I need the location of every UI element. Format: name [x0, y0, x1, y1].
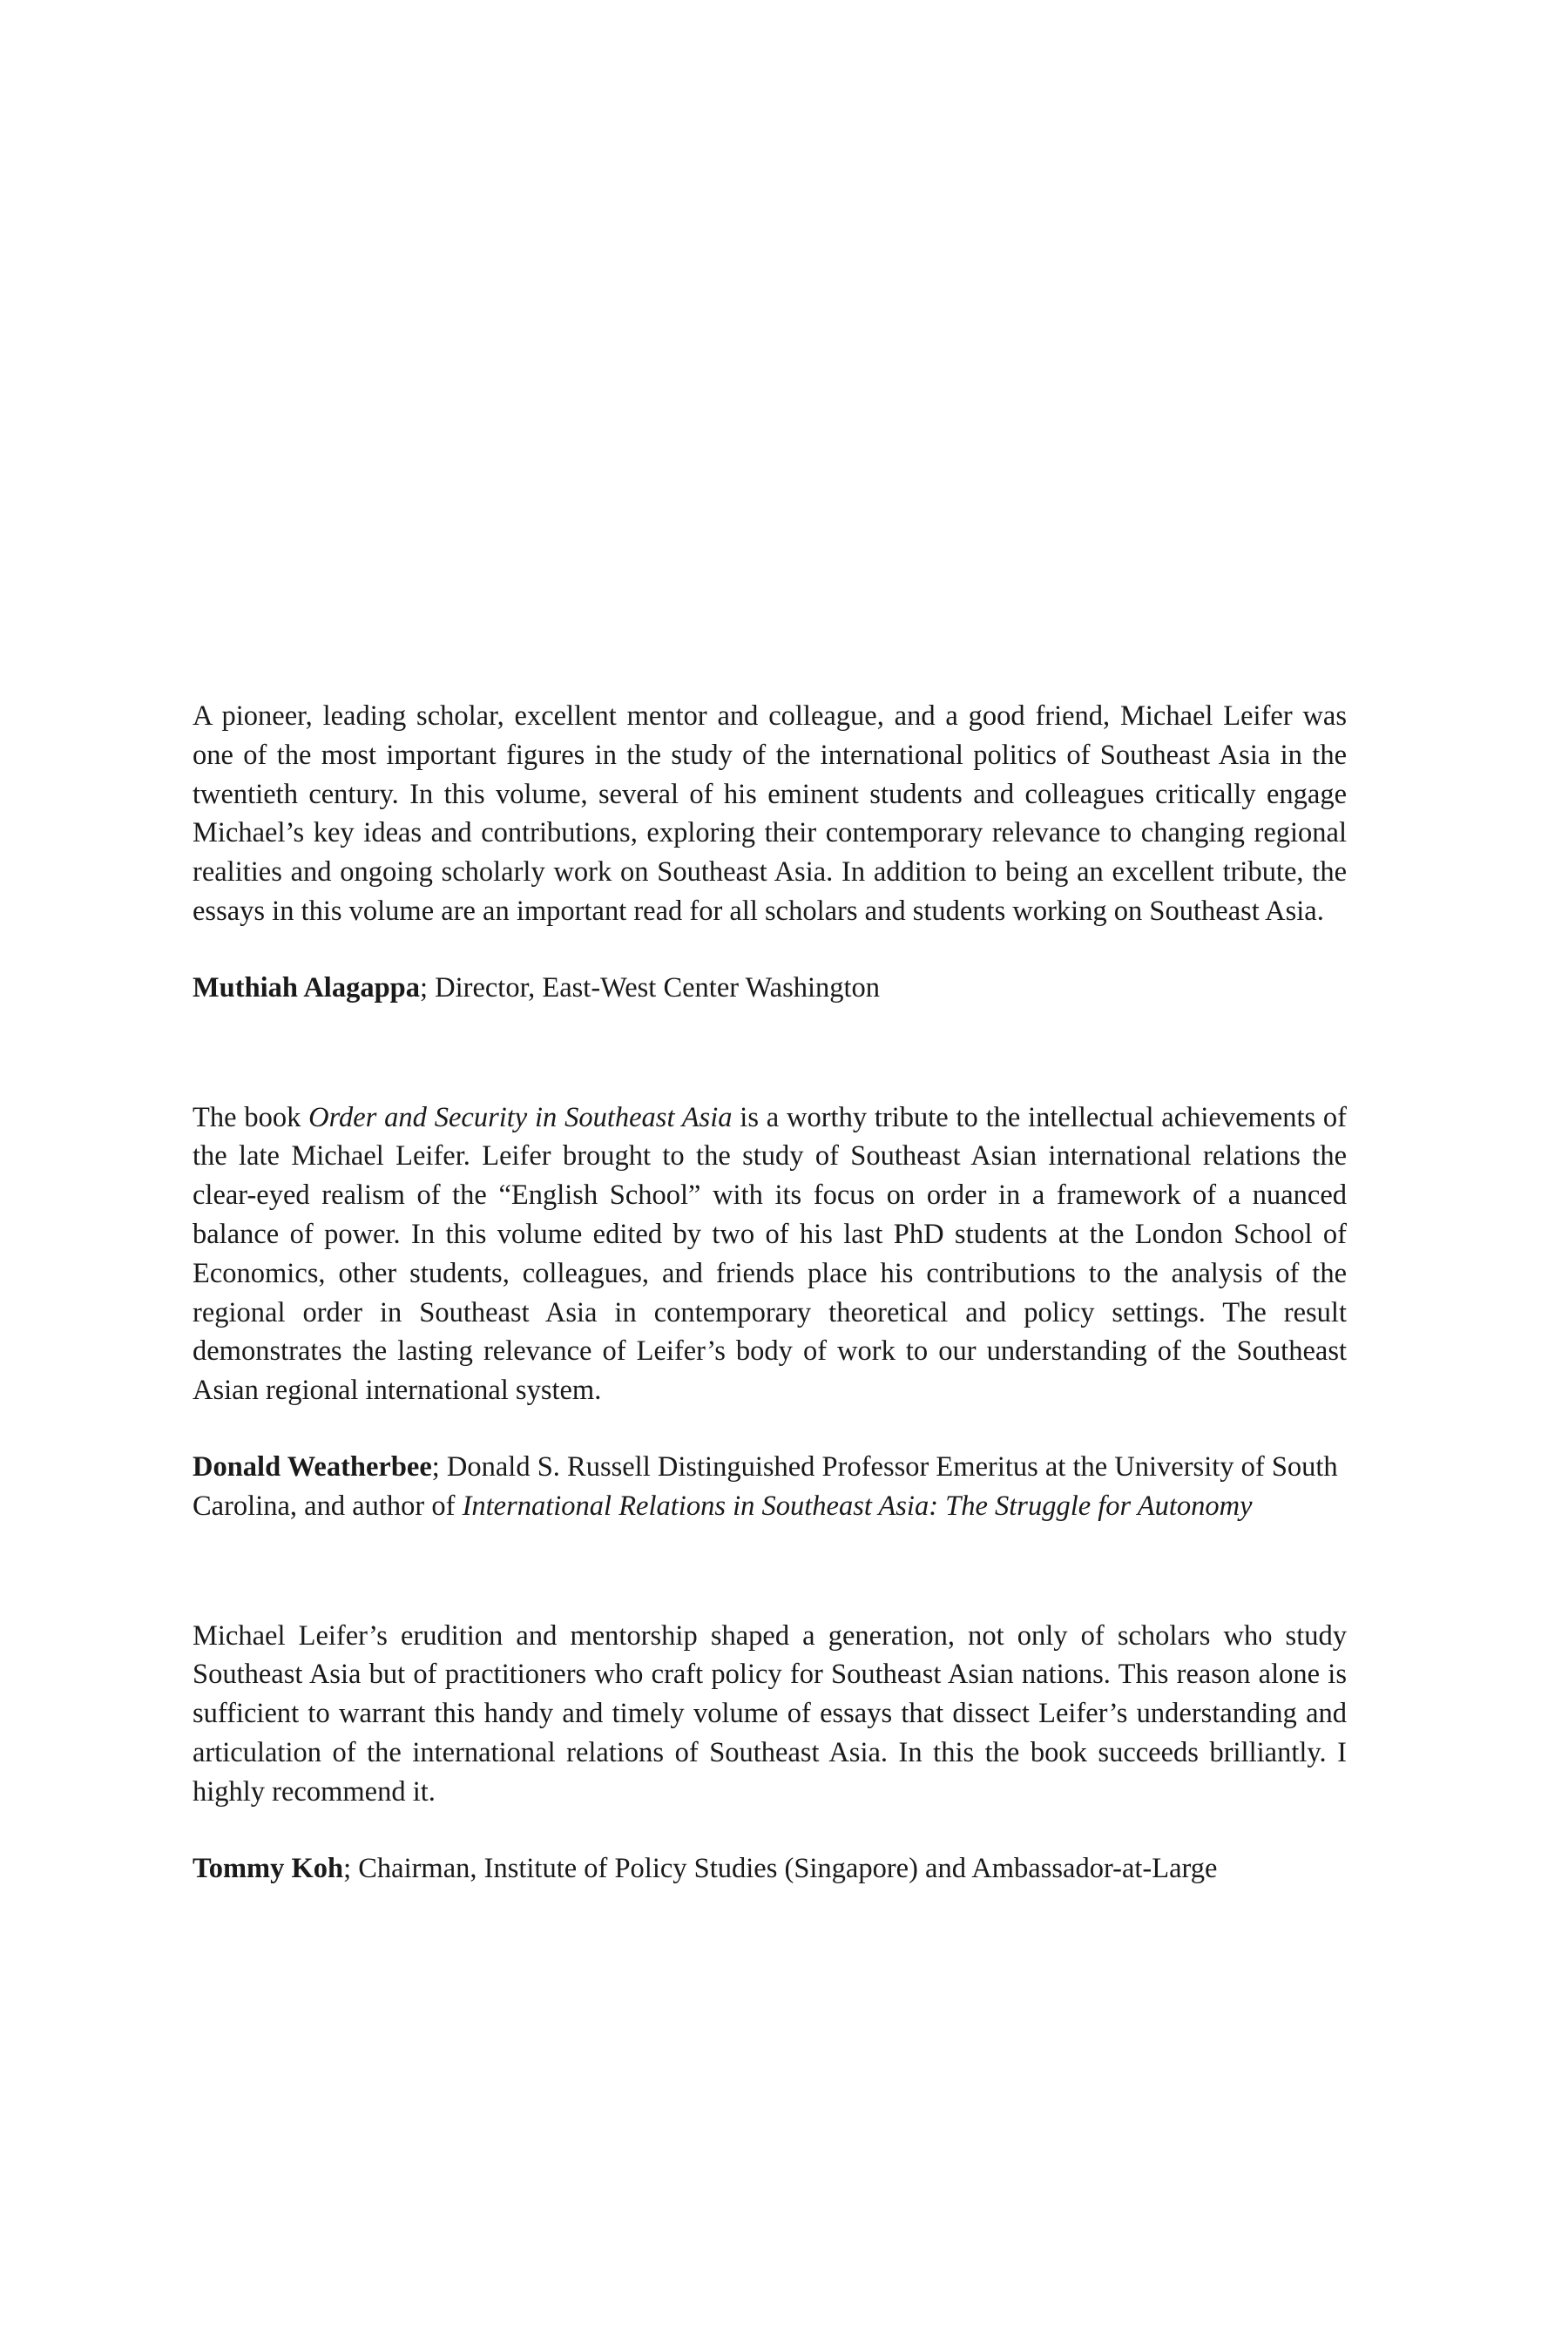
endorsement-weatherbee [193, 1098, 1347, 1526]
endorsement-attribution [193, 969, 1347, 1008]
section-spacer [193, 1526, 1347, 1617]
endorser-affiliation: ; Donald S. Russell Distinguished Professor Emeritus at the University of South Carolina, and author of [193, 1450, 1338, 1522]
endorsement-alagappa [193, 697, 1347, 1008]
spacer [193, 931, 1347, 969]
endorsement-attribution [193, 1849, 1347, 1889]
endorser-name: Tommy Koh [193, 1852, 344, 1884]
endorsement-text: Michael Leifer’s erudition and mentorship shaped a generation, not only of scholars who study Southeast Asia but of practitioners who craft policy for Southeast Asian nations. This reason alone is sufficient to warrant this handy and timely volume of essays that dissect Leifer’s understanding and articulation of the international relations of Southeast Asia. In this the book succeeds brilliantly. I highly recommend it. [193, 1619, 1347, 1808]
endorsement-text [193, 1098, 1347, 1410]
endorsement-koh [193, 1617, 1347, 1889]
spacer [193, 1812, 1347, 1849]
spacer [193, 1410, 1347, 1448]
endorsement-text: A pioneer, leading scholar, excellent mentor and colleague, and a good friend, Michael Leifer was one of the most important figures in the study of the international politics of Southeast Asia in the twentieth century. In this volume, several of his eminent students and colleagues critically engage Michael’s key ideas and contributions, exploring their contemporary relevance to changing regional realities and ongoing scholarly work on Southeast Asia. In addition to being an excellent tribute, the essays in this volume are an important read for all scholars and students working on Southeast Asia. [193, 700, 1347, 927]
section-spacer [193, 1008, 1347, 1098]
endorser-affiliation: ; Director, East-West Center Washington [419, 971, 881, 1004]
endorsement-attribution [193, 1448, 1347, 1526]
endorsement-text-rest: is a worthy tribute to the intellectual achievements of the late Michael Leifer. Leifer brought to the study of Southeast Asian international relations the clear-eyed realism of the “English School” with its focus on order in a framework of a nuanced balance of power. In this volume edited by two of his last PhD students at the London School of Economics, other students, colleagues, and friends place his contributions to the analysis of the regional order in Southeast Asia in contemporary theoretical and policy settings. The result demonstrates the lasting relevance of Leifer’s body of work to our understanding of the Southeast Asian regional international system. [193, 1101, 1348, 1407]
endorser-name: Muthiah Alagappa [193, 971, 420, 1004]
endorsement-text-start: The book [193, 1101, 309, 1133]
endorser-book-title: International Relations in Southeast Asia: The Struggle for Autonomy [462, 1490, 1253, 1522]
endorsements-column [193, 697, 1347, 1888]
book-title: Order and Security in Southeast Asia [308, 1101, 733, 1133]
endorser-affiliation: ; Chairman, Institute of Policy Studies (Singapore) and Ambassador-at-Large [343, 1852, 1218, 1884]
endorser-name: Donald Weatherbee [193, 1450, 432, 1483]
